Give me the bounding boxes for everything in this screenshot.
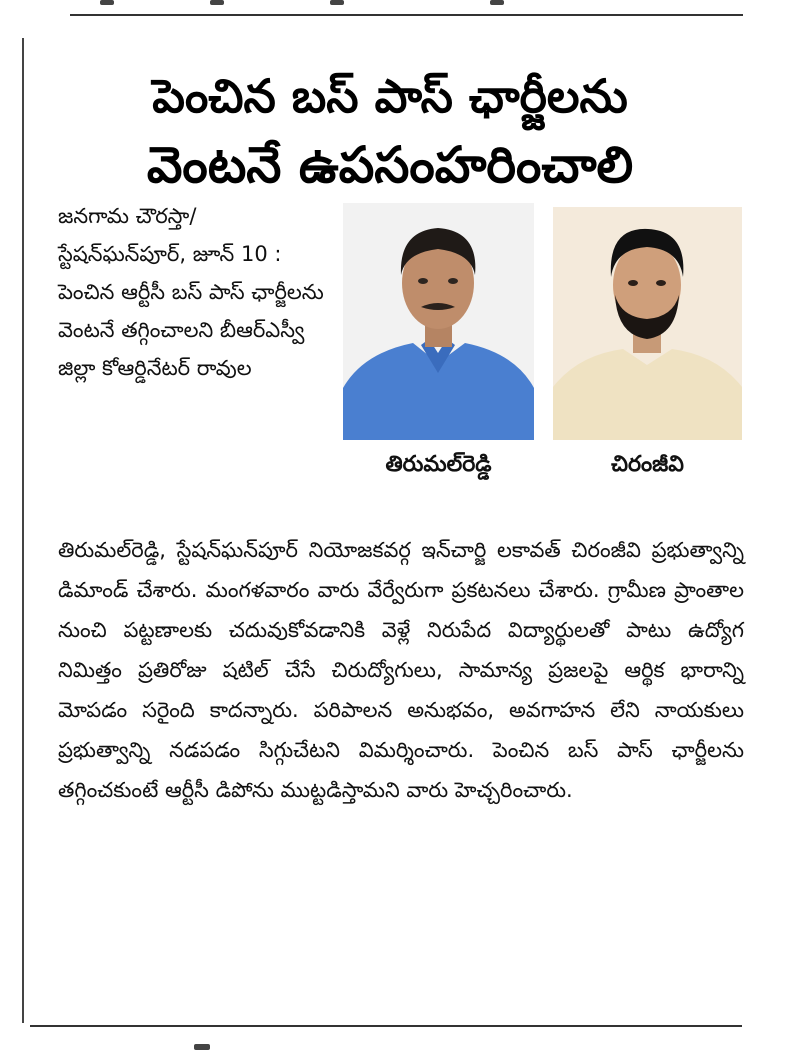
- article-body-text: తిరుమల్‌రెడ్డి, స్టేషన్‌ఘన్‌పూర్ నియోజకవర్గ ఇన్‌చార్జి లకావత్ చిరంజీవి ప్రభుత్వాన్ని డిమాండ్ చేశారు. మంగళవారం వారు వేర్వేరుగా ప్రకటనలు చేశారు. గ్రామీణ ప్రాంతాల నుంచి పట్టణాలకు చదువుకోవడానికి వెళ్లే నిరుపేద విద్యార్థులతో పాటు ఉద్యోగ నిమిత్తం ప్రతిరోజు షటిల్ చేసే చిరుద్యోగులు, సామాన్య ప్రజలపై ఆర్థిక భారాన్ని మోపడం సరైంది కాదన్నారు. పరిపాలన అనుభవం, అవగాహన లేని నాయకులు ప్రభుత్వాన్ని నడపడం సిగ్గుచేటని విమర్శించారు. పెంచిన బస్ పాస్ ఛార్జీలను తగ్గించకుంటే ఆర్టీసీ డిపోను ముట్టడిస్తామని వారు హెచ్చరించారు.: [58, 538, 745, 802]
- photo-caption-chiranjeevi: చిరంజీవి: [611, 452, 684, 477]
- headline: [40, 63, 740, 201]
- photo-caption-tirumal-reddy: తిరుమల్‌రెడ్డి: [385, 452, 492, 477]
- left-column-rule: [22, 38, 24, 1023]
- article-intro-text: జనగామ చౌరస్తా/ స్టేషన్‌ఘన్‌పూర్, జూన్ 10 : పెంచిన ఆర్టీసీ బస్ పాస్ ఛార్జీలను వెంటనే తగ్గించాలని బీఆర్ఎస్వీ జిల్లా కోఆర్డినేటర్ రావుల: [58, 204, 324, 380]
- article-intro: [58, 197, 330, 387]
- article-body: [58, 530, 744, 810]
- headline-line-1: పెంచిన బస్ పాస్ ఛార్జీలను: [152, 69, 628, 124]
- headline-line-2: వెంటనే ఉపసంహరించాలి: [146, 136, 634, 195]
- top-divider: [70, 14, 743, 16]
- bottom-clipped-mark: [194, 1044, 210, 1050]
- photo-tirumal-reddy: [343, 203, 534, 440]
- bottom-divider: [30, 1025, 742, 1027]
- top-clipped-marks: [100, 0, 700, 6]
- photo-chiranjeevi: [553, 207, 742, 440]
